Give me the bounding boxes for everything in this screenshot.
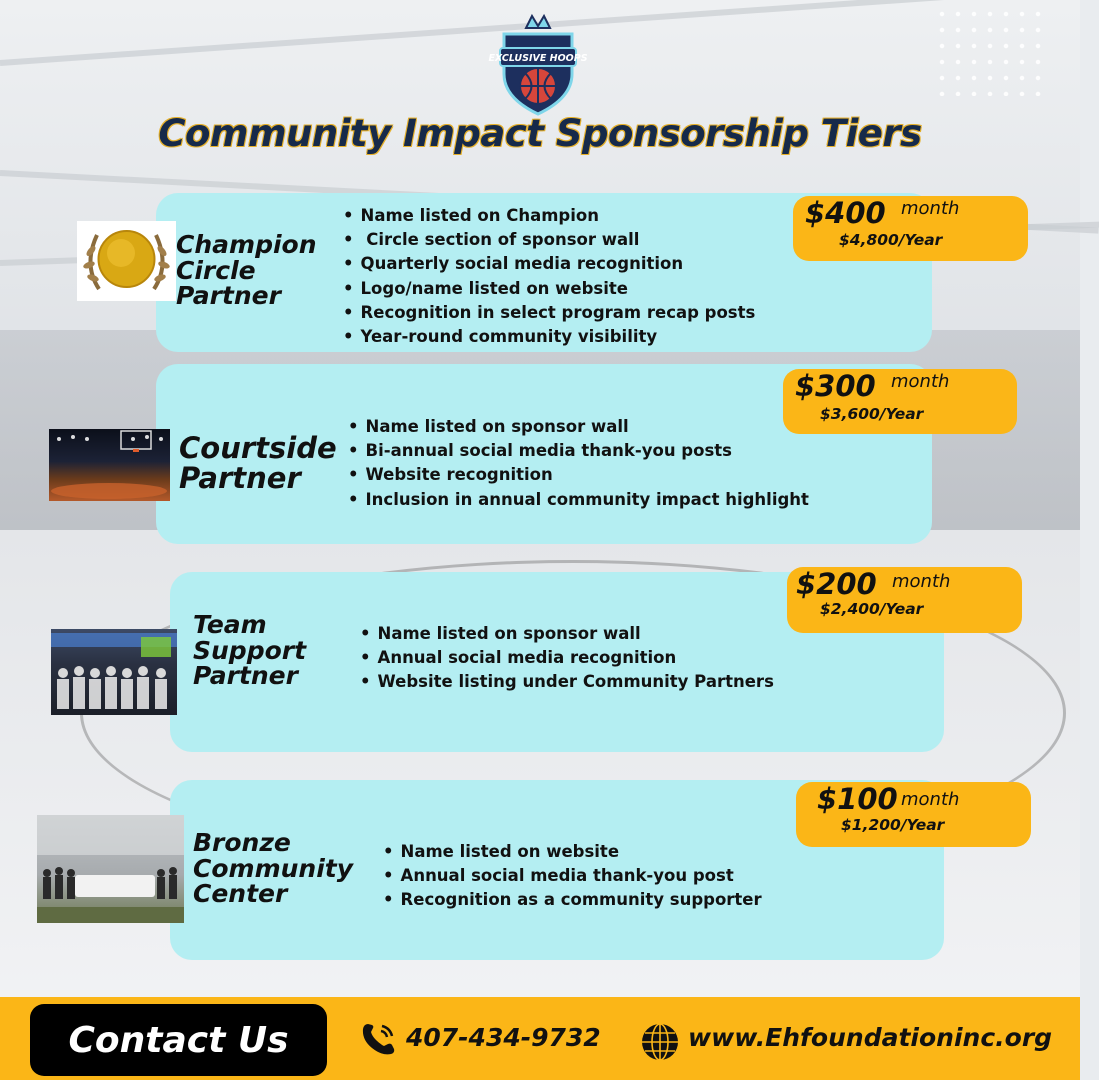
price-amount: $300 (795, 369, 876, 403)
price-yearly: $1,200/Year (841, 816, 945, 834)
price-yearly: $3,600/Year (820, 405, 924, 423)
benefits-list-bronze (383, 840, 762, 913)
price-badge-bronze (796, 782, 1031, 847)
team-photo-thumbnail (51, 629, 177, 715)
logo-text: EXCLUSIVE HOOPS (488, 53, 588, 64)
phone-icon (358, 1020, 398, 1060)
list-item: • Name listed on sponsor wall (360, 622, 774, 646)
list-item: • Year-round community visibility (343, 325, 755, 349)
price-yearly: $4,800/Year (839, 231, 943, 249)
list-item: • Name listed on sponsor wall (348, 415, 809, 439)
tier-name-team-support: Team Support Partner (193, 610, 307, 690)
price-badge-courtside (783, 369, 1017, 434)
price-yearly: $2,400/Year (820, 600, 924, 618)
list-item: • Logo/name listed on website (343, 277, 755, 301)
benefits-list-champion (343, 204, 755, 349)
laurel-medal-icon (77, 221, 176, 301)
list-item: • Annual social media recognition (360, 646, 774, 670)
contact-us-button[interactable]: Contact Us (30, 1004, 327, 1076)
benefits-list-courtside (348, 415, 809, 512)
list-item: • Inclusion in annual community impact highlight (348, 488, 809, 512)
arena-thumbnail (49, 429, 170, 501)
community-photo-thumbnail (37, 815, 184, 923)
list-item: • Circle section of sponsor wall (343, 228, 755, 252)
price-period: month (901, 789, 960, 810)
list-item: • Name listed on Champion (343, 204, 755, 228)
price-period: month (901, 198, 960, 219)
website-link[interactable]: www.Ehfoundationinc.org (688, 1023, 1053, 1052)
decorative-dots (934, 6, 1044, 96)
gold-medal-thumbnail (77, 221, 176, 301)
phone-link[interactable]: 407-434-9732 (406, 1023, 601, 1052)
tier-name-courtside: Courtside Partner (179, 431, 337, 495)
price-amount: $400 (805, 196, 886, 230)
price-period: month (891, 371, 950, 392)
benefits-list-team-support (360, 622, 774, 695)
globe-icon (640, 1022, 680, 1062)
price-amount: $200 (796, 567, 877, 601)
page-title: Community Impact Sponsorship Tiers (158, 112, 922, 155)
list-item: • Annual social media thank-you post (383, 864, 762, 888)
list-item: • Website listing under Community Partners (360, 670, 774, 694)
list-item: • Bi-annual social media thank-you posts (348, 439, 809, 463)
list-item: • Name listed on website (383, 840, 762, 864)
price-badge-champion (793, 196, 1028, 261)
tier-name-champion: Champion Circle Partner (176, 230, 317, 310)
list-item: • Recognition as a community supporter (383, 888, 762, 912)
list-item: • Quarterly social media recognition (343, 252, 755, 276)
team-group-icon (51, 629, 177, 715)
price-badge-team-support (787, 567, 1022, 633)
list-item: • Website recognition (348, 463, 809, 487)
price-amount: $100 (817, 782, 898, 816)
price-period: month (892, 571, 951, 592)
tier-name-bronze: Bronze Community Center (193, 828, 354, 908)
community-group-icon (37, 815, 184, 923)
arena-image-icon (49, 429, 170, 501)
list-item: • Recognition in select program recap posts (343, 301, 755, 325)
exclusive-hoops-logo (488, 14, 588, 118)
